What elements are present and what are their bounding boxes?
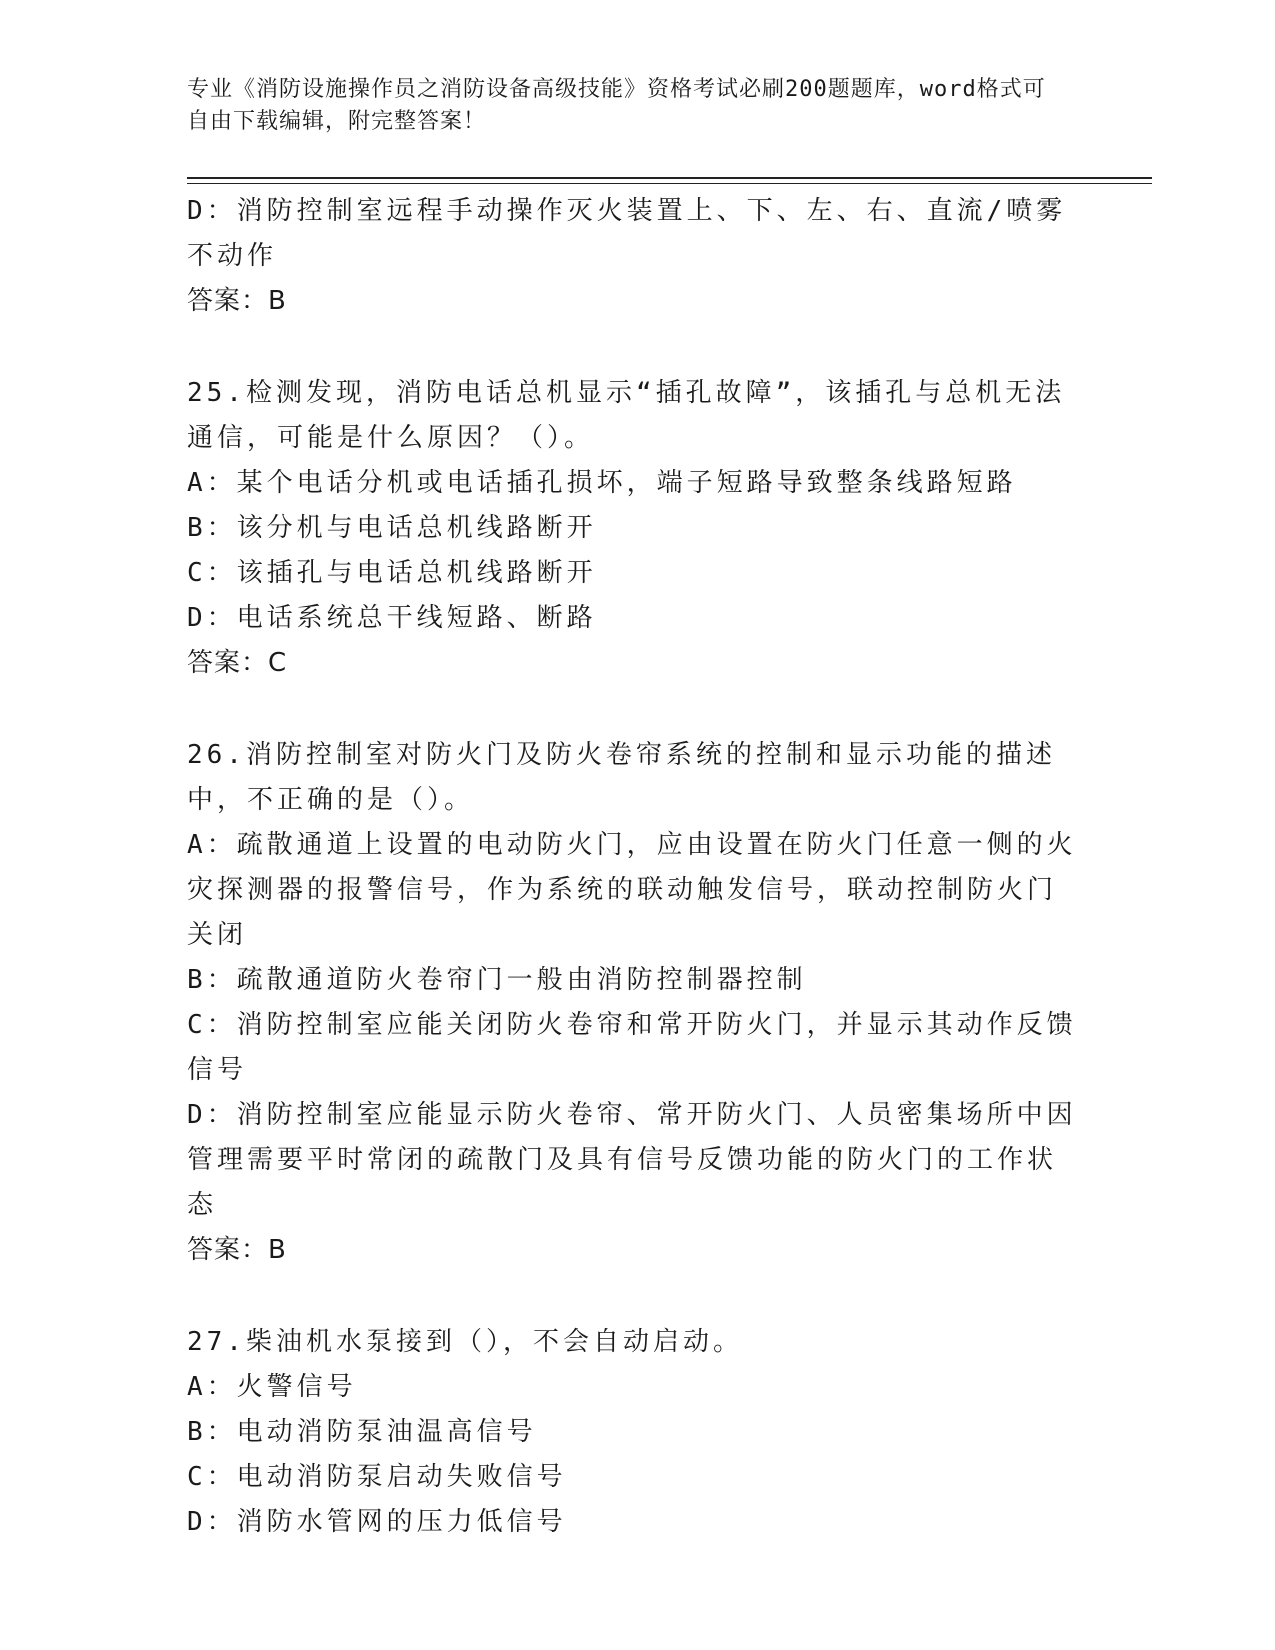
previous-question-tail xyxy=(187,189,1077,324)
header-rule-thin xyxy=(187,183,1152,184)
answer-line: 答案：B xyxy=(187,1235,287,1265)
option-d: D：消防控制室远程手动操作灭火装置上、下、左、右、直流/喷雾不动作 xyxy=(187,196,1067,271)
question-26 xyxy=(187,733,1077,1273)
option-b: B：该分机与电话总机线路断开 xyxy=(187,513,597,543)
question-stem: 25.检测发现，消防电话总机显示“插孔故障”，该插孔与总机无法通信，可能是什么原因？（）。 xyxy=(187,378,1066,453)
answer-line: 答案：B xyxy=(187,286,287,316)
question-25 xyxy=(187,371,1077,686)
option-c: C：电动消防泵启动失败信号 xyxy=(187,1462,567,1492)
question-stem: 26.消防控制室对防火门及防火卷帘系统的控制和显示功能的描述中，不正确的是（）。 xyxy=(187,740,1056,815)
option-d: D：消防控制室应能显示防火卷帘、常开防火门、人员密集场所中因管理需要平时常闭的疏散门及具有信号反馈功能的防火门的工作状态 xyxy=(187,1100,1077,1220)
option-d: D：消防水管网的压力低信号 xyxy=(187,1507,567,1537)
option-c: C：该插孔与电话总机线路断开 xyxy=(187,558,597,588)
spacer xyxy=(187,686,1077,733)
option-a: A：火警信号 xyxy=(187,1372,357,1402)
spacer xyxy=(187,324,1077,371)
answer-line: 答案：C xyxy=(187,648,288,678)
spacer xyxy=(187,1273,1077,1320)
document-body xyxy=(187,189,1077,1545)
option-a: A：疏散通道上设置的电动防火门，应由设置在防火门任意一侧的火灾探测器的报警信号，作为系统的联动触发信号，联动控制防火门关闭 xyxy=(187,830,1077,950)
header-rule-thick xyxy=(187,177,1152,179)
option-b: B：疏散通道防火卷帘门一般由消防控制器控制 xyxy=(187,965,807,995)
question-stem: 27.柴油机水泵接到（），不会自动启动。 xyxy=(187,1327,743,1357)
option-b: B：电动消防泵油温高信号 xyxy=(187,1417,537,1447)
option-c: C：消防控制室应能关闭防火卷帘和常开防火门，并显示其动作反馈信号 xyxy=(187,1010,1077,1085)
document-header: 专业《消防设施操作员之消防设备高级技能》资格考试必刷200题题库，word格式可自由下载编辑，附完整答案！ xyxy=(187,77,1046,134)
question-27 xyxy=(187,1320,1077,1545)
option-d: D：电话系统总干线短路、断路 xyxy=(187,603,597,633)
option-a: A：某个电话分机或电话插孔损坏，端子短路导致整条线路短路 xyxy=(187,468,1017,498)
